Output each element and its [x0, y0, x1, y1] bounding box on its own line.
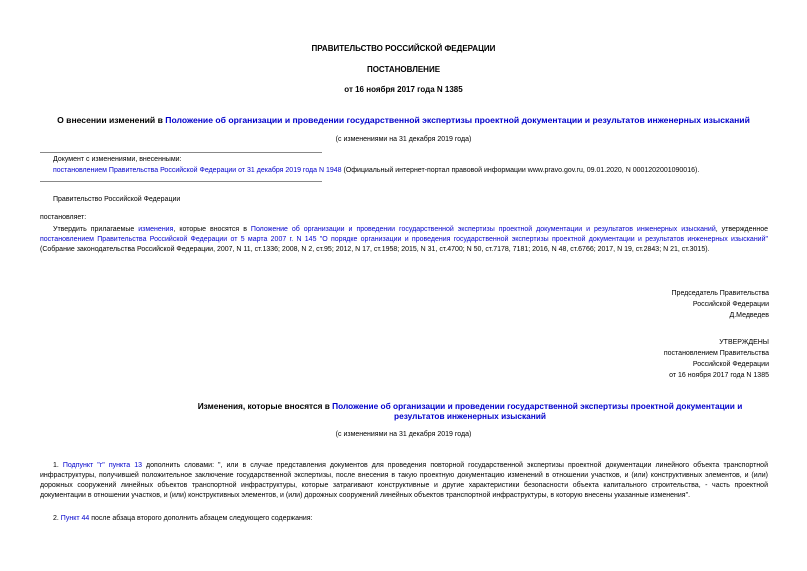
signature-block [672, 289, 769, 321]
approved-by: постановлением Правительства [663, 350, 769, 357]
document-date-number: от 16 ноября 2017 года N 1385 [344, 85, 463, 94]
changes-source [53, 166, 773, 176]
signature-position: Председатель Правительства [671, 290, 769, 297]
changes-title-link[interactable]: Положение об организации и проведении государственной экспертизы проектной документации и результатов инженерных изысканий [332, 401, 743, 421]
point-13-link[interactable]: пункта 13 [108, 462, 142, 469]
decides-label: постановляет: [40, 214, 87, 221]
divider-top [40, 152, 322, 153]
revision-note-2: (с изменениями на 31 декабря 2019 года) [335, 431, 472, 438]
list-item-1 [40, 461, 768, 501]
changes-source-text: (Официальный интернет-портал правовой информации www.pravo.gov.ru, 09.01.2020, N 0001202001090016). [341, 167, 700, 174]
divider-bottom [40, 181, 322, 182]
revision-note: (с изменениями на 31 декабря 2019 года) [335, 136, 472, 143]
regulation-link[interactable]: Положение об организации и проведении государственной экспертизы проектной документации и результатов инженерных изысканий [250, 226, 716, 233]
decree-145-link[interactable]: постановлением Правительства Российской Федерации от 5 марта 2007 г. N 145 "О порядке организации и проведения государственной экспертизы проектной документации и результатов инженерных изысканий" [40, 236, 768, 243]
document-type: ПОСТАНОВЛЕНИЕ [366, 65, 441, 74]
signature-name: Д.Медведев [729, 312, 769, 319]
changes-box [53, 155, 773, 176]
changes-link[interactable]: постановлением Правительства Российской Федерации от 31 декабря 2019 года N 1948 [53, 167, 342, 174]
changes-annex-link[interactable]: изменения [138, 226, 174, 233]
decree-text-1: Утвердить прилагаемые [53, 226, 139, 233]
decree-text-3: , утвержденное [715, 226, 768, 233]
decree-text-4: (Собрание законодательства Российской Федерации, 2007, N 11, ст.1336; 2008, N 2, ст.95; 2012, N 17, ст.1958; 2015, N 31, ст.4700; N 50, ст.7178, 7181; 2016, N 48, ст.6766; 2017, N 19, ст.2843; N 21, ст.3015). [40, 246, 710, 253]
subitem-g-link[interactable]: Подпункт "г" [62, 462, 105, 469]
approved-date: от 16 ноября 2017 года N 1385 [669, 372, 769, 379]
approved-country: Российской Федерации [692, 361, 769, 368]
item-2-number: 2. [53, 515, 61, 522]
changes-label: Документ с изменениями, внесенными: [53, 156, 182, 163]
item-1-text: дополнить словами: ", или в случае представления документов для проведения повторной государственной экспертизы проектной документации линейного объекта транспортной инфраструктуры, получившей положительное заключение государственной экспертизы, после внесения в такую проектную документацию изменений в отношении участков, и (или) конструктивных элементов, и (или) дорожных сооружений линейных объектов транспортной инфраструктуры, которые затрагивают конструктивные и другие характеристики безопасности объекта капитального строительства, - часть проектной документации в отношении участков, и (или) конструктивных элементов, и (или) дорожных сооружений линейных объектов транспортной инфраструктуры, в которую внесены указанные изменения". [40, 462, 768, 499]
decree-paragraph [40, 225, 768, 255]
list-item-2 [53, 514, 768, 524]
signature-country: Российской Федерации [692, 301, 769, 308]
item-2-text: после абзаца второго дополнить абзацем следующего содержания: [89, 515, 313, 522]
approved-label: УТВЕРЖДЕНЫ [719, 339, 769, 346]
point-44-link[interactable]: Пункт 44 [60, 515, 90, 522]
approved-block [664, 338, 769, 381]
changes-title-prefix: Изменения, которые вносятся в [197, 401, 333, 411]
decree-text-2: , которые вносятся в [173, 226, 251, 233]
item-1-number: 1. [53, 462, 63, 469]
government-line: Правительство Российской Федерации [53, 196, 181, 203]
changes-title [180, 401, 760, 421]
title-link[interactable]: Положение об организации и проведении государственной экспертизы проектной документации и результатов инженерных изысканий [165, 115, 750, 125]
page-title [0, 115, 807, 125]
title-prefix: О внесении изменений в [57, 115, 166, 125]
government-name: ПРАВИТЕЛЬСТВО РОССИЙСКОЙ ФЕДЕРАЦИИ [311, 44, 496, 53]
